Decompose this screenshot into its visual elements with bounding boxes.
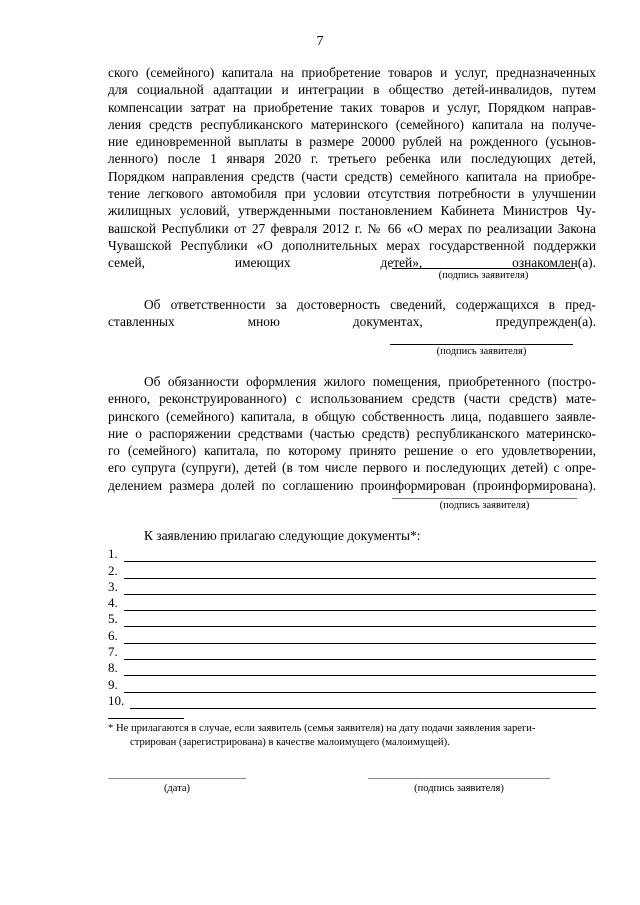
- text-line: ние о распоряжении средствами (частью средств) республиканского материнско-: [108, 425, 596, 441]
- text-line: Об ответственности за достоверность сведений, содержащихся в пред-: [144, 297, 596, 312]
- entry-line[interactable]: [124, 615, 596, 627]
- list-item[interactable]: [108, 644, 596, 660]
- footnote-separator: [108, 718, 184, 719]
- text-line: Порядком направления средств (части средств) семейного капитала на приобре-: [108, 168, 596, 184]
- date-caption: (дата): [163, 783, 191, 794]
- signature-line: [390, 344, 573, 345]
- signature-line: [392, 268, 575, 269]
- list-item[interactable]: [108, 660, 596, 676]
- signature-field-2[interactable]: [390, 344, 573, 357]
- list-item-number: 6.: [108, 627, 118, 643]
- entry-line[interactable]: [130, 697, 596, 709]
- list-item[interactable]: [108, 579, 596, 595]
- list-item[interactable]: [108, 595, 596, 611]
- text-line: вашской Республики от 27 февраля 2012 г. № 66 «О мерах по реализации Закона: [108, 220, 596, 236]
- text-line: компенсации затрат на приобретение таких товаров и услуг, Порядком направ-: [108, 99, 596, 115]
- entry-line[interactable]: [124, 599, 596, 611]
- entry-line[interactable]: [124, 664, 596, 676]
- text-line: делением размера долей по соглашению проинформирован (проинформирована).: [108, 477, 596, 493]
- text-line: тение легкового автомобиля при условии отсутствия потребности в улучшении: [108, 186, 596, 202]
- entry-line[interactable]: [124, 550, 596, 562]
- footnote-line: * Не прилагаются в случае, если заявитель (семья заявителя) на дату подачи заявления зареги-: [108, 723, 536, 734]
- list-item[interactable]: [108, 676, 596, 692]
- signature-line: [368, 778, 550, 779]
- list-item-number: 9.: [108, 676, 118, 692]
- footnote: [108, 722, 596, 750]
- list-item-number: 3.: [108, 578, 118, 594]
- entry-line[interactable]: [124, 632, 596, 644]
- signature-field-bottom[interactable]: [368, 778, 550, 794]
- entry-line[interactable]: [124, 648, 596, 660]
- text-line: Об обязанности оформления жилого помещения, приобретенного (постро-: [144, 374, 596, 389]
- list-item[interactable]: [108, 611, 596, 627]
- entry-line[interactable]: [124, 681, 596, 693]
- list-item[interactable]: [108, 546, 596, 562]
- list-item-number: 8.: [108, 660, 118, 676]
- attachments-heading: К заявлению прилагаю следующие документы*:: [144, 528, 421, 543]
- text-line: ставленных мною документах, предупрежден(а).: [108, 314, 596, 330]
- footnote-line: стрирован (зарегистрирована) в качестве малоимущего (малоимущей).: [130, 737, 450, 748]
- signature-field-3[interactable]: [392, 498, 577, 511]
- signature-caption: (подпись заявителя): [438, 270, 529, 281]
- text-line: его супруга (супруги), детей (в том числе первого и последующих детей) с опре-: [108, 460, 596, 476]
- page-number: 7: [316, 34, 324, 49]
- date-line: [108, 778, 246, 779]
- list-item-number: 10.: [108, 692, 125, 708]
- text-line: ние единовременной выплаты в размере 20000 рублей на рожденного (усынов-: [108, 134, 596, 150]
- signature-caption: (подпись заявителя): [414, 783, 504, 794]
- list-item-number: 4.: [108, 595, 118, 611]
- list-item-number: 7.: [108, 644, 118, 660]
- text-line: го (семейного) капитала, по которому принято решение о его удовлетворении,: [108, 443, 596, 459]
- entry-line[interactable]: [124, 567, 596, 579]
- paragraph-responsibility: [108, 296, 596, 331]
- text-line: семей, имеющих детей», ознакомлен(а).: [108, 255, 596, 271]
- text-line: ленного) после 1 января 2020 г. третьего ребенка или последующих детей,: [108, 151, 596, 167]
- signature-caption: (подпись заявителя): [439, 500, 530, 511]
- signature-field-1[interactable]: [392, 268, 575, 281]
- text-line: ления средств республиканского материнского (семейного) капитала на получе-: [108, 116, 596, 132]
- list-item-number: 1.: [108, 546, 118, 562]
- text-line: ринского (семейного) капитала, в общую собственность лица, подавшего заявле-: [108, 408, 596, 424]
- text-line: ского (семейного) капитала на приобретение товаров и услуг, предназначенных: [108, 65, 596, 80]
- signature-caption: (подпись заявителя): [436, 346, 527, 357]
- list-item-number: 2.: [108, 562, 118, 578]
- date-field[interactable]: [108, 778, 246, 794]
- list-item[interactable]: [108, 562, 596, 578]
- paragraph-ownership-obligation: [108, 373, 596, 494]
- text-line: енного, реконструированного) с использованием средств (части средств) мате-: [108, 391, 596, 407]
- paragraph-acknowledgement: [108, 64, 596, 272]
- text-line: жилищных условий, утвержденными постановлением Кабинета Министров Чу-: [108, 203, 596, 219]
- entry-line[interactable]: [124, 583, 596, 595]
- list-item[interactable]: [108, 693, 596, 709]
- list-item[interactable]: [108, 627, 596, 643]
- list-item-number: 5.: [108, 611, 118, 627]
- attachments-list: [108, 546, 596, 709]
- signature-line: [392, 498, 577, 499]
- text-line: Чувашской Республики «О дополнительных мерах государственной поддержки: [108, 237, 596, 253]
- text-line: для социальной адаптации и интеграции в общество детей-инвалидов, путем: [108, 82, 596, 98]
